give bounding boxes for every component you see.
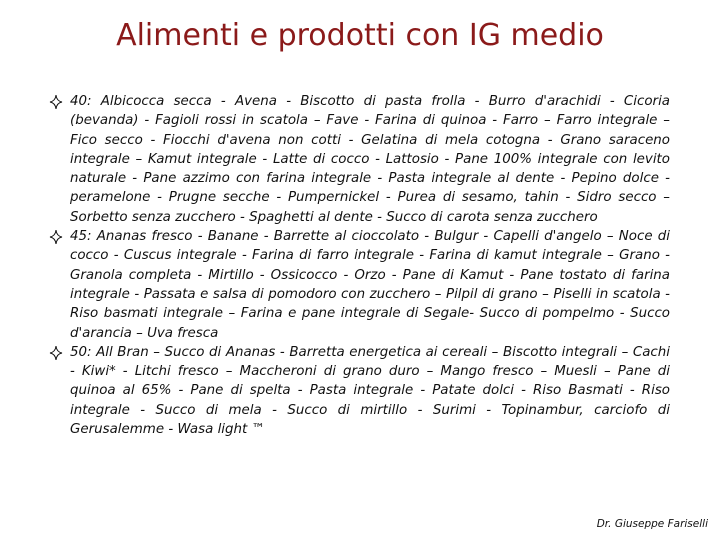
slide-title: Alimenti e prodotti con IG medio [116,18,604,53]
list-item-gi-50 [48,343,670,439]
list-item-text: 40: Albicocca secca - Avena - Biscotto di pasta frolla - Burro d'arachidi - Cicoria (bevanda) - Fagioli rossi in scatola – Fave - Farina di quinoa - Farro – Farro integrale – Fico secco - Fiocchi d'avena non cotti - Gelatina di mela cotogna - Grano saraceno integrale – Kamut integrale - Latte di cocco - Lattosio - Pane 100% integrale con levito naturale - Pane azzimo con farina integrale - Pasta integrale al dente - Pepino dolce - peramelone - Prugne secche - Pumpernickel - Purea di sesamo, tahin - Sidro secco – Sorbetto senza zucchero - Spaghetti al dente - Succo di carota senza zucchero [70,94,670,225]
list-item-text: 45: Ananas fresco - Banane - Barrette al cioccolato - Bulgur - Capelli d'angelo – Noce di cocco - Cuscus integrale - Farina di farro integrale - Farina di kamut integrale – Grano - Granola completa - Mirtillo - Ossicocco - Orzo - Pane di Kamut - Pane tostato di farina integrale - Passata e salsa di pomodoro con zucchero – Pilpil di grano – Piselli in scatola - Riso basmati integrale – Farina e pane integrale di Segale- Succo di pompelmo - Succo d'arancia – Uva fresca [70,229,670,341]
list-item-text: 50: All Bran – Succo di Ananas - Barretta energetica ai cereali – Biscotto integrali – Cachi - Kiwi* - Litchi fresco – Maccheroni di grano duro – Mango fresco – Muesli – Pane di quinoa al 65% - Pane di spelta - Pasta integrale - Patate dolci - Riso Basmati - Riso integrale - Succo di mela - Succo di mirtillo - Surimi - Topinambur, carciofo di Gerusalemme - Wasa light ™ [70,344,670,438]
diamond-star-icon [48,92,64,111]
diamond-star-icon [48,227,64,246]
author-footer: Dr. Giuseppe Fariselli [596,518,708,530]
list-item-gi-40 [48,92,670,227]
gi-list [48,92,670,439]
diamond-star-icon [48,343,64,362]
list-item-gi-45 [48,227,670,343]
